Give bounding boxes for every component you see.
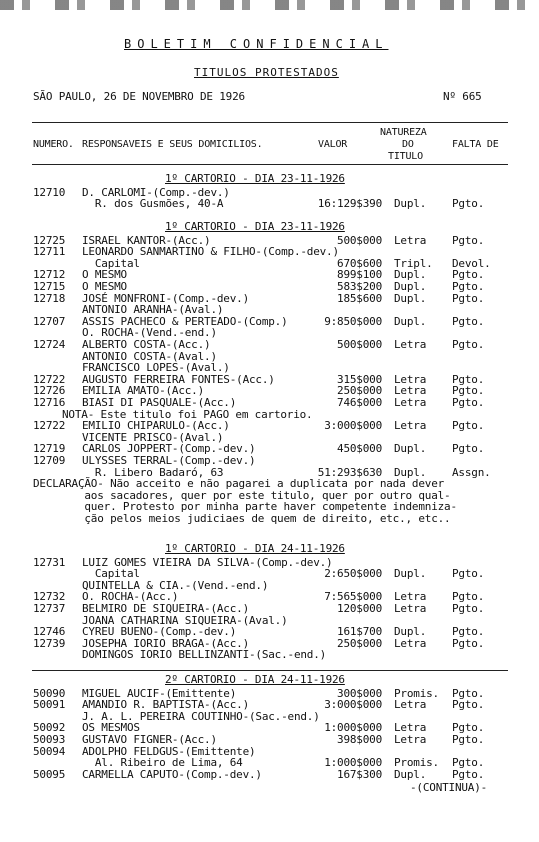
entry-reason: Pgto. xyxy=(452,721,485,735)
entry-number: 12731 xyxy=(33,555,66,569)
entry-value: 1:000$000 xyxy=(324,756,382,770)
place-date: SÃO PAULO, 26 DE NOVEMBRO DE 1926 xyxy=(33,90,245,103)
entry-number: 12719 xyxy=(33,442,66,456)
entry-number: 12739 xyxy=(33,636,66,650)
entry-number: 50094 xyxy=(33,744,66,758)
entry-responsible: O MESMO xyxy=(82,268,127,282)
entry-nature: Letra xyxy=(394,636,427,650)
entry-value: 583$200 xyxy=(337,280,382,293)
entry-value: 16:129$390 xyxy=(317,197,382,211)
entry-value: 9:850$000 xyxy=(324,314,382,328)
entry-number: 12716 xyxy=(33,396,66,409)
entry-number: 12707 xyxy=(33,314,66,328)
entry-value: 167$300 xyxy=(337,767,382,781)
entry-nature: Promis. xyxy=(394,756,439,770)
entry-nature: Letra xyxy=(394,590,427,604)
entry-reason: Devol. xyxy=(452,256,491,270)
entry-reason: Pgto. xyxy=(452,733,485,746)
entry-nature: Letra xyxy=(394,338,427,351)
entry-number: 12737 xyxy=(33,602,66,615)
section-heading: 2º CARTORIO - DIA 24-11-1926 xyxy=(165,673,345,686)
entry-number: 12712 xyxy=(33,268,66,282)
entry-number: 12726 xyxy=(33,384,66,398)
entry-responsible: OS MESMOS xyxy=(82,721,140,735)
entry-nature: Dupl. xyxy=(394,625,427,639)
entry-nature: Letra xyxy=(394,233,427,247)
entry-responsible: EMILIO CHIPARULO-(Acc.) xyxy=(82,419,230,433)
document-subtitle: TITULOS PROTESTADOS xyxy=(194,66,339,79)
col-header-numero: NUMERO. xyxy=(33,139,74,150)
entry-responsible: JOANA CATHARINA SIQUEIRA-(Aval.) xyxy=(82,613,288,627)
entry-reason: Pgto. xyxy=(452,233,485,247)
entry-reason: Pgto. xyxy=(452,567,485,581)
entry-responsible: ANTONIO ARANHA-(Aval.) xyxy=(82,303,224,317)
entry-number: 12724 xyxy=(33,338,66,351)
entry-reason: Pgto. xyxy=(452,590,485,604)
entry-responsible: DOMINGOS IORIO BELLINZANTI-(Sac.-end.) xyxy=(82,648,327,662)
col-header-valor: VALOR xyxy=(318,139,348,150)
entry-nature: Dupl. xyxy=(394,767,427,781)
entry-responsible: JOSEPHA IORIO BRAGA-(Acc.) xyxy=(82,636,249,650)
entry-responsible: LUIZ GOMES VIEIRA DA SILVA-(Comp.-dev.) xyxy=(82,555,333,569)
entry-responsible: ANTONIO COSTA-(Aval.) xyxy=(82,349,217,363)
col-header-natureza-do: DO xyxy=(402,139,414,150)
entry-nature: Letra xyxy=(394,384,427,398)
entry-reason: Pgto. xyxy=(452,197,485,211)
entry-reason: Pgto. xyxy=(452,291,485,305)
entry-value: 398$000 xyxy=(337,733,382,746)
col-header-natureza-titulo: TITULO xyxy=(388,151,423,162)
entry-responsible: R. dos Gusmões, 40-A xyxy=(82,197,224,211)
declaration-line: aos sacadores, quer por este titulo, quer por outro qual- xyxy=(33,488,451,502)
entry-responsible: AUGUSTO FERREIRA FONTES-(Acc.) xyxy=(82,372,275,386)
entry-nature: Dupl. xyxy=(394,291,427,305)
entry-reason: Pgto. xyxy=(452,372,485,386)
entry-number: 50090 xyxy=(33,686,66,700)
entry-responsible: J. A. L. PEREIRA COUTINHO-(Sac.-end.) xyxy=(82,709,320,723)
entry-value: 315$000 xyxy=(337,372,382,386)
section-heading: 1º CARTORIO - DIA 24-11-1926 xyxy=(165,542,345,555)
declaration-line: quer. Protesto por minha parte haver competente indemniza- xyxy=(33,500,457,514)
entry-value: 2:650$000 xyxy=(324,567,382,581)
entry-reason: Pgto. xyxy=(452,419,485,433)
entry-responsible: MIGUEL AUCIF-(Emittente) xyxy=(82,686,237,700)
entry-responsible: ADOLPHO FELDGUS-(Emittente) xyxy=(82,744,256,758)
entry-responsible: QUINTELLA & CIA.-(Vend.-end.) xyxy=(82,578,269,592)
col-header-natureza: NATUREZA xyxy=(380,127,427,138)
entry-responsible: JOSÉ MONFRONI-(Comp.-dev.) xyxy=(82,291,249,305)
entry-value: 1:000$000 xyxy=(324,721,382,735)
section-rule xyxy=(32,670,508,671)
entry-number: 12725 xyxy=(33,233,66,247)
entry-reason: Pgto. xyxy=(452,268,485,282)
entry-number: 12722 xyxy=(33,372,66,386)
entry-reason: Pgto. xyxy=(452,602,485,615)
entry-number: 50093 xyxy=(33,733,66,746)
entry-value: 500$000 xyxy=(337,338,382,351)
entry-number: 12718 xyxy=(33,291,66,305)
entry-responsible: O. ROCHA-(Vend.-end.) xyxy=(82,326,217,340)
entry-reason: Pgto. xyxy=(452,686,485,700)
entry-nature: Letra xyxy=(394,721,427,735)
entry-value: 185$600 xyxy=(337,291,382,305)
header-rule-bottom xyxy=(32,164,508,165)
entry-number: 12710 xyxy=(33,185,66,199)
entry-reason: Pgto. xyxy=(452,767,485,781)
entry-value: 746$000 xyxy=(337,396,382,409)
entry-value: 7:565$000 xyxy=(324,590,382,604)
entry-responsible: VICENTE PRISCO-(Aval.) xyxy=(82,430,224,444)
entry-value: 899$100 xyxy=(337,268,382,282)
entry-number: 50095 xyxy=(33,767,66,781)
entry-reason: Pgto. xyxy=(452,625,485,639)
entry-responsible: O MESMO xyxy=(82,280,127,293)
entry-responsible: Al. Ribeiro de Lima, 64 xyxy=(82,756,243,770)
entry-responsible: Capital xyxy=(82,567,140,581)
entry-nature: Letra xyxy=(394,733,427,746)
entry-responsible: ULYSSES TERRAL-(Comp.-dev.) xyxy=(82,454,256,467)
entry-nature: Tripl. xyxy=(394,256,433,270)
entry-value: 161$700 xyxy=(337,625,382,639)
entry-responsible: LEONARDO SANMARTINO & FILHO-(Comp.-dev.) xyxy=(82,245,339,259)
entry-nature: Dupl. xyxy=(394,280,427,293)
entry-responsible: R. Libero Badaró, 63 xyxy=(82,465,224,479)
entry-reason: Pgto. xyxy=(452,384,485,398)
entry-responsible: ALBERTO COSTA-(Acc.) xyxy=(82,338,211,351)
entry-value: 300$000 xyxy=(337,686,382,700)
entry-value: 3:000$000 xyxy=(324,419,382,433)
entry-responsible: CARMELLA CAPUTO-(Comp.-dev.) xyxy=(82,767,262,781)
entry-value: 3:000$000 xyxy=(324,698,382,712)
entry-value: 250$000 xyxy=(337,636,382,650)
entry-number: 12732 xyxy=(33,590,66,604)
col-header-falta: FALTA DE xyxy=(452,139,499,150)
section-heading: 1º CARTORIO - DIA 23-11-1926 xyxy=(165,172,345,185)
declaration-line: DECLARAÇÃO- Não acceito e não pagarei a duplicata por nada dever xyxy=(33,477,445,491)
entry-responsible: FRANCISCO LOPES-(Aval.) xyxy=(82,361,230,375)
bulletin-number: Nº 665 xyxy=(443,90,482,103)
entry-number: 12746 xyxy=(33,625,66,639)
section-heading: 1º CARTORIO - DIA 23-11-1926 xyxy=(165,220,345,233)
entry-number: 50091 xyxy=(33,698,66,712)
entry-number: 50092 xyxy=(33,721,66,735)
entry-responsible: AMANDIO R. BAPTISTA-(Acc.) xyxy=(82,698,249,712)
entry-responsible: O. ROCHA-(Acc.) xyxy=(82,590,179,604)
entry-nature: Letra xyxy=(394,396,427,409)
entry-nature: Dupl. xyxy=(394,197,427,211)
entry-number: 12711 xyxy=(33,245,66,259)
entry-responsible: BELMIRO DE SIQUEIRA-(Acc.) xyxy=(82,602,249,615)
entry-nature: Letra xyxy=(394,419,427,433)
entry-nature: Dupl. xyxy=(394,465,427,479)
entry-nature: Letra xyxy=(394,698,427,712)
entry-responsible: EMILIA AMATO-(Acc.) xyxy=(82,384,205,398)
entry-value: 670$600 xyxy=(337,256,382,270)
entry-responsible: ISRAEL KANTOR-(Acc.) xyxy=(82,233,211,247)
entry-responsible: ASSIS PACHECO & PERTEADO-(Comp.) xyxy=(82,314,288,328)
document-title: BOLETIM CONFIDENCIAL xyxy=(124,37,389,51)
header-rule-top xyxy=(32,122,508,123)
entry-reason: Pgto. xyxy=(452,280,485,293)
entry-responsible: D. CARLOMI-(Comp.-dev.) xyxy=(82,185,230,199)
entry-responsible: CYREU BUENO-(Comp.-dev.) xyxy=(82,625,237,639)
entry-value: 120$000 xyxy=(337,602,382,615)
declaration-line: ção pelos meios judiciaes de quem de direito, etc., etc.. xyxy=(33,512,451,525)
entry-value: 450$000 xyxy=(337,442,382,456)
entry-responsible: Capital xyxy=(82,256,140,270)
scan-artifact-bar xyxy=(0,0,539,10)
continua-note: -(CONTINUA)- xyxy=(410,781,488,795)
entry-nature: Letra xyxy=(394,372,427,386)
entry-number: 12722 xyxy=(33,419,66,433)
entry-value: 250$000 xyxy=(337,384,382,398)
entry-nature: Promis. xyxy=(394,686,439,700)
entry-number: 12715 xyxy=(33,280,66,293)
entry-value: 500$000 xyxy=(337,233,382,247)
entry-responsible: NOTA- Este titulo foi PAGO em cartorio. xyxy=(62,407,313,421)
entry-reason: Pgto. xyxy=(452,396,485,409)
entry-value: 51:293$630 xyxy=(317,465,382,479)
entry-nature: Dupl. xyxy=(394,314,427,328)
entry-reason: Assgn. xyxy=(452,465,491,479)
entry-reason: Pgto. xyxy=(452,698,485,712)
entry-reason: Pgto. xyxy=(452,636,485,650)
entry-nature: Dupl. xyxy=(394,442,427,456)
entry-responsible: BIASI DI PASQUALE-(Acc.) xyxy=(82,396,237,409)
entry-nature: Letra xyxy=(394,602,427,615)
entry-nature: Dupl. xyxy=(394,567,427,581)
entry-reason: Pgto. xyxy=(452,756,485,770)
entry-reason: Pgto. xyxy=(452,338,485,351)
entry-reason: Pgto. xyxy=(452,314,485,328)
entry-reason: Pgto. xyxy=(452,442,485,456)
entry-number: 12709 xyxy=(33,454,66,467)
entry-nature: Dupl. xyxy=(394,268,427,282)
col-header-responsaveis: RESPONSAVEIS E SEUS DOMICILIOS. xyxy=(82,139,263,150)
entry-responsible: GUSTAVO FIGNER-(Acc.) xyxy=(82,733,217,746)
entry-responsible: CARLOS JOPPERT-(Comp.-dev.) xyxy=(82,442,256,456)
